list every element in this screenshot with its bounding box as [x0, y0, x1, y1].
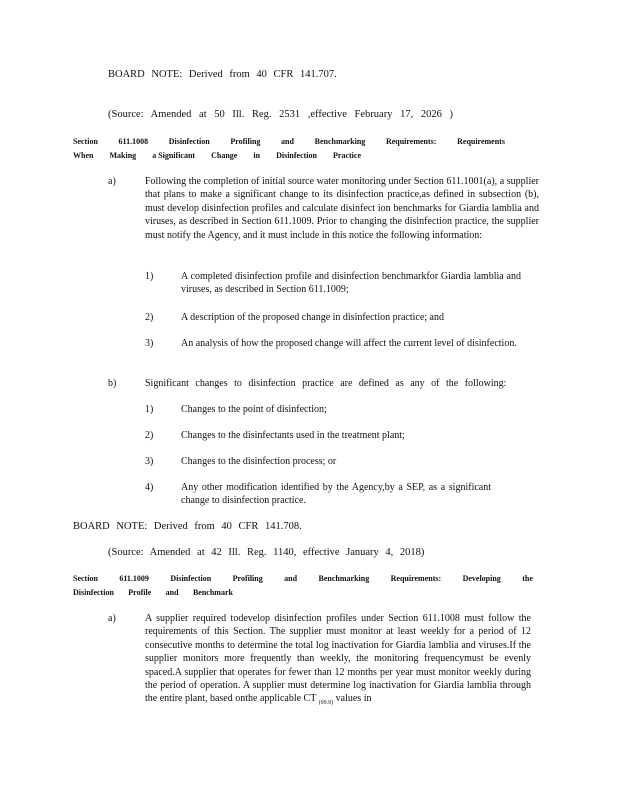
heading-word: 611.1009 — [119, 574, 149, 583]
subsection-label: a) — [108, 613, 116, 624]
subsection-a-text — [145, 612, 531, 711]
heading-word: Change — [211, 151, 238, 160]
heading-word: Disinfection — [168, 137, 210, 146]
item-text: Any other modification identified by the Agency,by a SEP, as a significant change to disinfection practice. — [181, 482, 491, 507]
item-number: 2) — [145, 312, 154, 323]
source-note-1: (Source: Amended at 50 Ill. Reg. 2531 ,effective February 17, 2026 ) — [108, 109, 453, 120]
board-note-2: BOARD NOTE: Derived from 40 CFR 141.708. — [73, 521, 302, 532]
ct-subscript: (99.9) — [318, 700, 334, 707]
heading-word: 611.1008 — [118, 137, 149, 146]
paragraph-text: values in — [335, 693, 372, 705]
item-text: Changes to the point of disinfection; — [181, 404, 327, 415]
heading-word: Profiling — [230, 137, 261, 146]
heading-word: Benchmark — [192, 588, 233, 597]
heading-word: the — [522, 574, 533, 583]
subsection-b-text: Significant changes to disinfection practice are defined as any of the following: — [145, 378, 507, 389]
item-number: 4) — [145, 482, 154, 493]
heading-word: Requirements: — [390, 574, 442, 583]
item-text: An analysis of how the proposed change will affect the current level of disinfection. — [181, 338, 517, 349]
heading-word: and — [284, 574, 298, 583]
heading-word: Benchmarking — [314, 137, 366, 146]
subsection-a-text: Following the completion of initial source water monitoring under Section 611.1001(a), a supplier that plans to make a significant change to its disinfection practice,as defined in subsection (b), must develop disinfection profiles and calculate disinfect ion benchmarks for Giardia lamblia and viruses, as described in Section 611.1009. Prior to changing the disinfection practice, the supplier must notify the Agency, and it must include in this notice the following information: — [145, 176, 539, 241]
subsection-label: b) — [108, 378, 117, 389]
item-number: 2) — [145, 430, 154, 441]
heading-word: a Significant — [152, 151, 196, 160]
source-note-2: (Source: Amended at 42 Ill. Reg. 1140, effective January 4, 2018) — [108, 547, 425, 558]
heading-word: Making — [109, 151, 137, 160]
item-text: Changes to the disinfection process; or — [181, 456, 337, 467]
item-number: 3) — [145, 338, 154, 349]
heading-word: Practice — [333, 151, 361, 160]
heading-word: Benchmarking — [318, 574, 370, 583]
section-heading-line — [73, 586, 233, 600]
item-number: 1) — [145, 271, 154, 282]
section-heading-line — [73, 572, 533, 586]
subsection-label: a) — [108, 176, 116, 187]
heading-word: and — [165, 588, 179, 597]
heading-word: Profiling — [232, 574, 263, 583]
item-text: Changes to the disinfectants used in the treatment plant; — [181, 430, 405, 441]
item-number: 3) — [145, 456, 154, 467]
heading-word: Section — [73, 574, 98, 583]
item-number: 1) — [145, 404, 154, 415]
item-text: A completed disinfection profile and disinfection benchmarkfor Giardia lamblia and viruses, as described in Section 611.1009; — [181, 271, 521, 296]
heading-word: Disinfection — [73, 588, 114, 597]
heading-word: Disinfection — [170, 574, 212, 583]
item-text: A description of the proposed change in disinfection practice; and — [181, 312, 444, 323]
heading-word: When — [73, 151, 94, 160]
board-note-1: BOARD NOTE: Derived from 40 CFR 141.707. — [108, 69, 337, 80]
heading-word: in — [253, 151, 261, 160]
heading-word: Profile — [128, 588, 152, 597]
section-heading-line — [73, 149, 361, 163]
paragraph-text: A supplier required todevelop disinfection profiles under Section 611.1008 must follow the requirements of this Section. The supplier must monitor at least weekly for a period of 12 consecutive months to determine the total log inactivation for Giardia lamblia and viruses.If the supplier monitors more frequently than weekly, the monitoring frequencymust be evenly spaced.A supplier that operates for fewer than 12 months per year must monitor weekly during the period of operation. A supplier must determine log inactivation for Giardia lamblia through the entire plant, based onthe applicable CT — [145, 613, 531, 705]
section-heading-line — [73, 135, 505, 149]
heading-word: and — [281, 137, 294, 146]
heading-word: Disinfection — [276, 151, 317, 160]
heading-word: Developing — [462, 574, 501, 583]
heading-word: Section — [73, 137, 98, 146]
heading-word: Requirements — [457, 137, 505, 146]
heading-word: Requirements: — [385, 137, 437, 146]
